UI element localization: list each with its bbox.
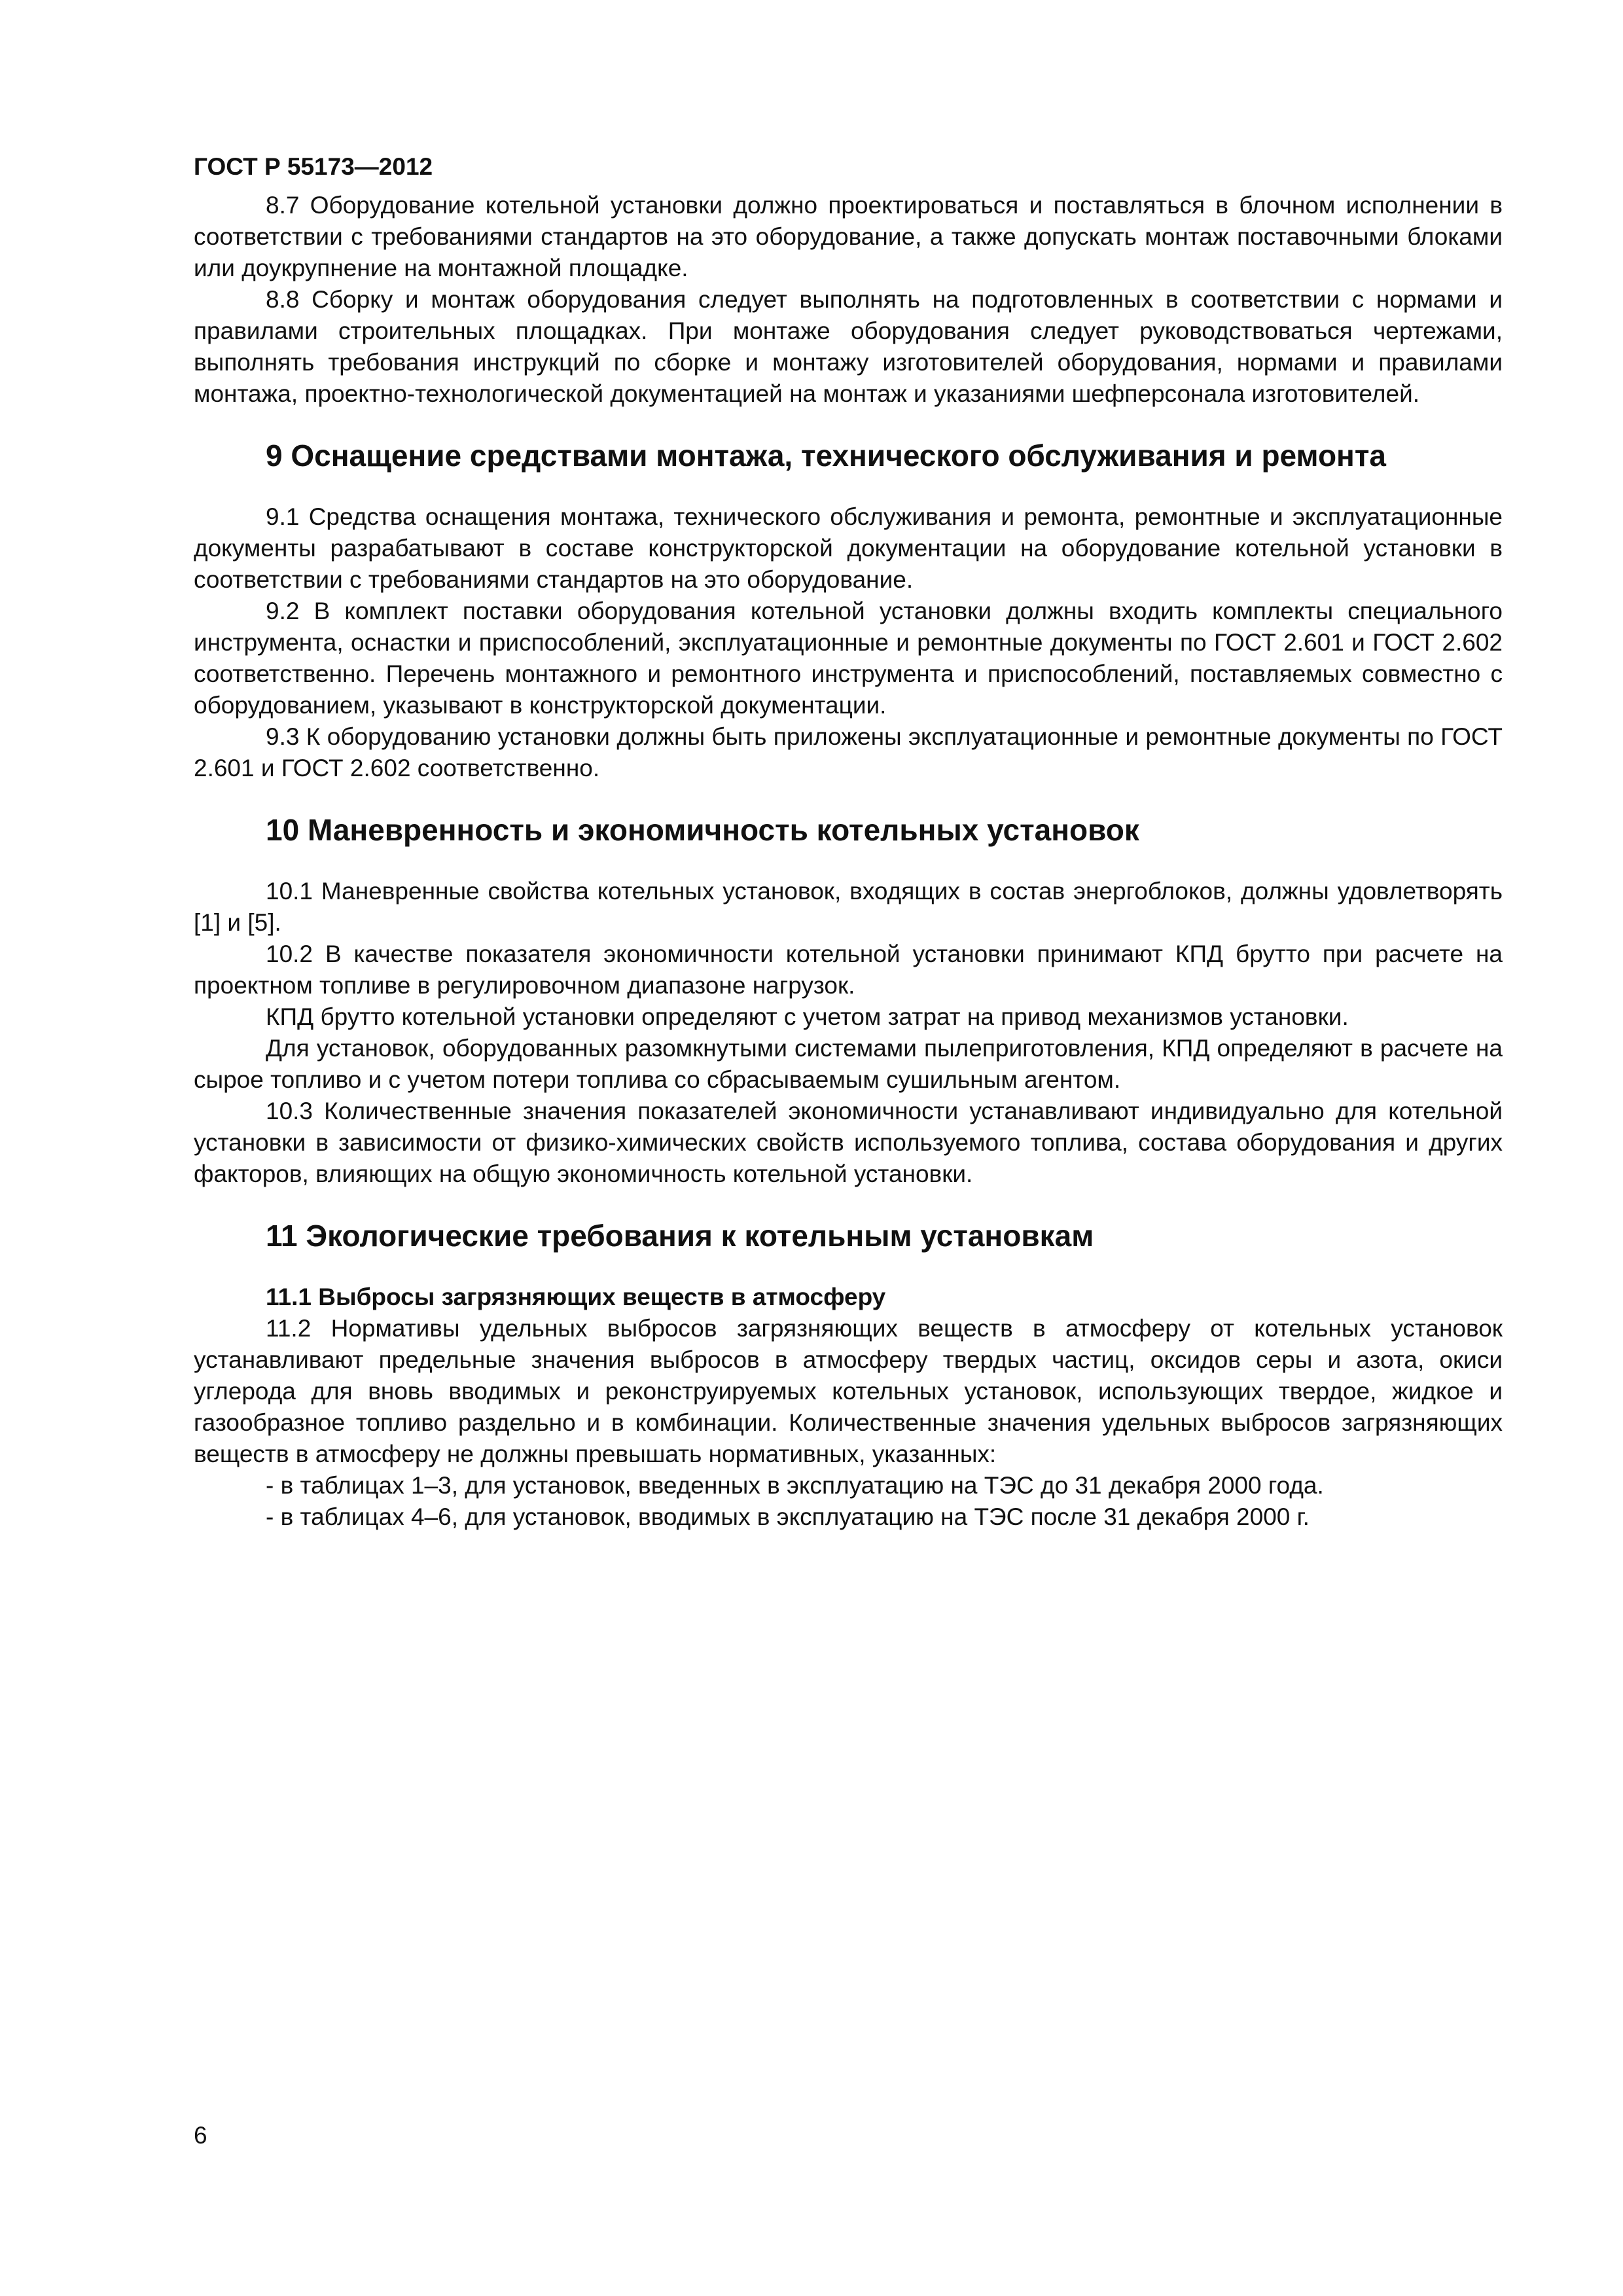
paragraph-8-7: 8.7 Оборудование котельной установки должно проектироваться и поставляться в блочном исполнении в соответствии с требованиями стандартов на это оборудование, а также допускать монтаж поставочными блоками или доукрупнение на монтажной площадке.: [194, 192, 1503, 281]
paragraph-10-2-kpd: КПД брутто котельной установки определяют с учетом затрат на привод механизмов установки.: [266, 1003, 1349, 1030]
document-page: [194, 152, 1503, 1533]
list-item-tables-4-6: - в таблицах 4–6, для установок, вводимых в эксплуатацию на ТЭС после 31 декабря 2000 г.: [266, 1503, 1310, 1530]
paragraph-9-1: 9.1 Средства оснащения монтажа, технического обслуживания и ремонта, ремонтные и эксплуатационные документы разрабатывают в составе конструкторской документации на оборудование котельной установки в соответствии с требованиями стандартов на это оборудование.: [194, 503, 1503, 593]
page-number: 6: [194, 2122, 207, 2149]
document-code-header: ГОСТ Р 55173—2012: [194, 153, 433, 180]
paragraph-11-2: 11.2 Нормативы удельных выбросов загрязняющих веществ в атмосферу от котельных установок устанавливают предельные значения выбросов в атмосферу твердых частиц, оксидов серы и азота, окиси углерода для вновь вводимых и реконструируемых котельных установок, использующих твердое, жидкое и газообразное топливо раздельно и в комбинации. Количественные значения удельных выбросов загрязняющих веществ в атмосферу не должны превышать нормативных, указанных:: [194, 1315, 1503, 1467]
subsection-11-1-title: 11.1 Выбросы загрязняющих веществ в атмосферу: [266, 1283, 886, 1310]
paragraph-9-3: 9.3 К оборудованию установки должны быть приложены эксплуатационные и ремонтные документы по ГОСТ 2.601 и ГОСТ 2.602 соответственно.: [194, 723, 1503, 781]
paragraph-10-2: 10.2 В качестве показателя экономичности котельной установки принимают КПД брутто при расчете на проектном топливе в регулировочном диапазоне нагрузок.: [194, 941, 1503, 999]
paragraph-8-8: 8.8 Сборку и монтаж оборудования следует выполнять на подготовленных в соответствии с нормами и правилами строительных площадках. При монтаже оборудования следует руководствоваться чертежами, выполнять требования инструкций по сборке и монтажу изготовителей оборудования, нормами и правилами монтажа, проектно-технологической документацией на монтаж и указаниями шефперсонала изготовителей.: [194, 286, 1503, 407]
paragraph-10-3: 10.3 Количественные значения показателей экономичности устанавливают индивидуально для котельной установки в зависимости от физико-химических свойств используемого топлива, состава оборудования и других факторов, влияющих на общую экономичность котельной установки.: [194, 1098, 1503, 1187]
section-10-title: 10 Маневренность и экономичность котельных установок: [266, 813, 1139, 847]
paragraph-9-2: 9.2 В комплект поставки оборудования котельной установки должны входить комплекты специального инструмента, оснастки и приспособлений, эксплуатационные и ремонтные документы по ГОСТ 2.601 и ГОСТ 2.602 соответственно. Перечень монтажного и ремонтного инструмента и приспособлений, поставляемых совместно с оборудованием, указывают в конструкторской документации.: [194, 598, 1503, 719]
section-11-title: 11 Экологические требования к котельным установкам: [266, 1219, 1094, 1253]
paragraph-10-1: 10.1 Маневренные свойства котельных установок, входящих в состав энергоблоков, должны удовлетворять [1] и [5].: [194, 878, 1503, 936]
list-item-tables-1-3: - в таблицах 1–3, для установок, введенных в эксплуатацию на ТЭС до 31 декабря 2000 года.: [266, 1472, 1324, 1499]
section-9-title: 9 Оснащение средствами монтажа, технического обслуживания и ремонта: [266, 439, 1386, 473]
paragraph-10-2-open-systems: Для установок, оборудованных разомкнутыми системами пылеприготовления, КПД определяют в расчете на сырое топливо и с учетом потери топлива со сбрасываемым сушильным агентом.: [194, 1035, 1503, 1093]
